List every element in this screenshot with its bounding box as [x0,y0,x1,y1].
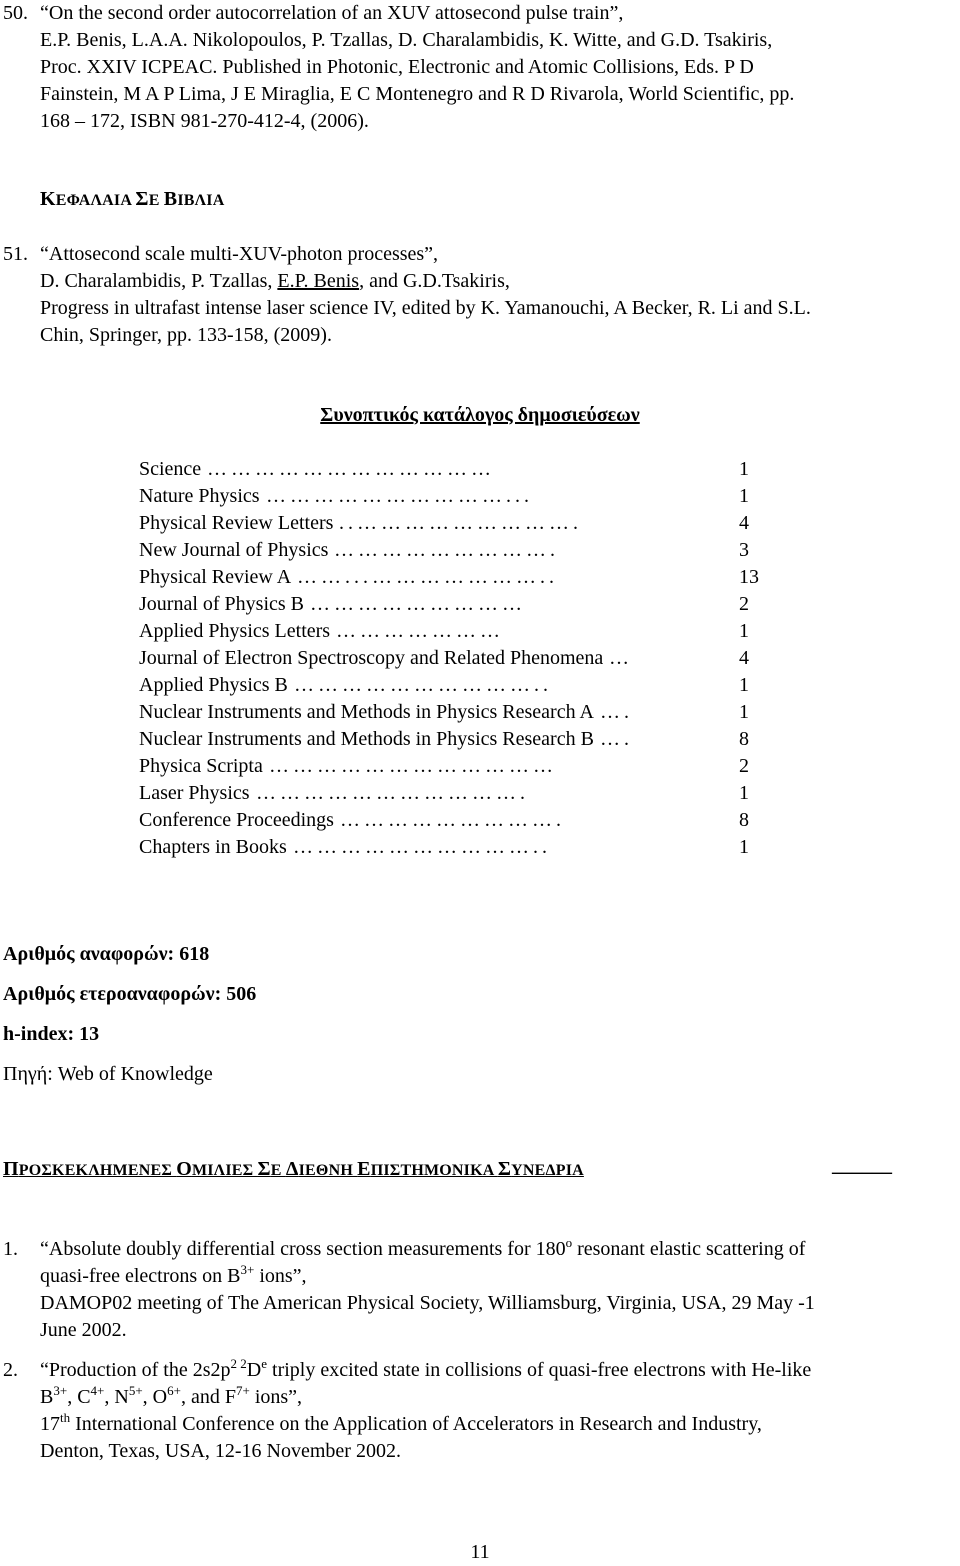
summary-row [139,456,779,483]
talk-1-venue-1: DAMOP02 meeting of The American Physical Society, Williamsburg, Virginia, USA, 29 May -1 [40,1292,815,1314]
talk-2-title-2: $B^{3+}$, $C^{4+}$, $N^{5+}$, $O^{6+}$, and $F^{7+}$ ions”, [40,1383,303,1408]
journal-name: New Journal of Physics [139,539,329,561]
ref-51-number: 51. [3,243,28,265]
invited-talks-heading: ΠΡΟΣΚΕΚΛΗΜΕΝΕΣ ΟΜΙΛΙΕΣ ΣΕ ΔΙΕΘΝΗ ΕΠΙΣΤΗΜΟΝΙΚΑ ΣΥΝΕΔΡΙΑ [3,1158,584,1180]
dot-leader: ……………………………… [269,755,557,777]
publication-count: 4 [739,647,749,669]
talk-2-venue-2: Denton, Texas, USA, 12-16 November 2002. [40,1440,401,1462]
publication-count: 8 [739,728,749,750]
summary-row [139,753,779,780]
dot-leader: ………………………. [340,809,565,831]
metrics-source: Πηγή: Web of Knowledge [3,1063,213,1085]
talk-1-title-2: quasi-free electrons on $B^{3+}$ ions”, [40,1262,307,1287]
ref-50-source-2: Fainstein, M A P Lima, J E Miraglia, E C Montenegro and R D Rivarola, World Scientific, pp. [40,83,795,105]
journal-name: Science [139,458,202,480]
ref-50-source-1: Proc. XXIV ICPEAC. Published in Photonic, Electronic and Atomic Collisions, Eds. P D [40,56,754,78]
journal-name: Journal of Electron Spectroscopy and Related Phenomena [139,647,604,669]
dot-leader: ………………… [336,620,504,642]
journal-name: Laser Physics [139,782,250,804]
ref-51-source-2: Chin, Springer, pp. 133-158, (2009). [40,324,332,346]
talk-1-venue-2: June 2002. [40,1319,127,1341]
dot-leader: …. [600,728,633,750]
page-number: 11 [470,1541,490,1563]
heading-underline-trail: ______ [832,1154,892,1176]
journal-name: Physica Scripta [139,755,263,777]
journal-name: Conference Proceedings [139,809,334,831]
publication-count: 4 [739,512,749,534]
dot-leader: …. [600,701,633,723]
talk-2-number: 2. [3,1359,18,1381]
dot-leader: ……………………… [310,593,526,615]
dot-leader: ……...………………….. [297,566,558,588]
publication-count: 1 [739,620,749,642]
dot-leader: ………………………….. [294,674,552,696]
publication-count: 3 [739,539,749,561]
chapters-heading: ΚΕΦΑΛΑΙΑ ΣΕ ΒΙΒΛΙΑ [40,188,225,210]
citations-metric: Αριθμός αναφορών: 618 [3,943,210,965]
summary-row [139,618,779,645]
publication-count: 1 [739,782,749,804]
summary-row [139,672,779,699]
ref-51-title: “Attosecond scale multi-XUV-photon processes”, [40,243,439,265]
summary-title: Συνοπτικός κατάλογος δημοσιεύσεων [320,404,640,426]
journal-name: Physical Review Letters [139,512,334,534]
ref-51-authors: D. Charalambidis, P. Tzallas, E.P. Benis, and G.D.Tsakiris, [40,270,510,292]
ref-51-source-1: Progress in ultrafast intense laser science IV, edited by K. Yamanouchi, A Becker, R. Li and S.L. [40,297,811,319]
publication-count: 2 [739,755,749,777]
publication-count: 8 [739,809,749,831]
h-index-metric: h-index: 13 [3,1023,100,1045]
summary-row [139,483,779,510]
publication-count: 1 [739,674,749,696]
summary-row [139,726,779,753]
ref-50-source-3: 168 – 172, ISBN 981-270-412-4, (2006). [40,110,369,132]
journal-name: Nuclear Instruments and Methods in Physics Research B [139,728,594,750]
ref-50-authors: E.P. Benis, L.A.A. Nikolopoulos, P. Tzallas, D. Charalambidis, K. Witte, and G.D. Tsakiris, [40,29,773,51]
summary-row [139,564,779,591]
dot-leader: ………………………. [334,539,559,561]
summary-row [139,645,779,672]
journal-name: Nuclear Instruments and Methods in Physics Research A [139,701,594,723]
journal-name: Journal of Physics B [139,593,304,615]
journal-name: Chapters in Books [139,836,287,858]
publication-count: 1 [739,485,749,507]
highlighted-author: E.P. Benis [277,270,360,292]
talk-1-number: 1. [3,1238,18,1260]
summary-row [139,591,779,618]
talk-2-title-1: “Production of the $2s2p^{2 2}De$ triply excited state in collisions of quasi-free electrons with He-like [40,1356,812,1381]
summary-row [139,699,779,726]
journal-name: Physical Review A [139,566,292,588]
journal-name: Applied Physics B [139,674,288,696]
talk-1-title-1: “Absolute doubly differential cross section measurements for 180$^o$ resonant elastic scattering of [40,1235,806,1260]
ref-50-number: 50. [3,2,28,24]
dot-leader: ……………………………. [256,782,529,804]
summary-row [139,834,779,861]
hetero-citations-metric: Αριθμός ετεροαναφορών: 506 [3,983,257,1005]
dot-leader: ..………………………. [339,512,582,534]
publication-count: 1 [739,836,749,858]
publication-count: 13 [739,566,759,588]
journal-name: Applied Physics Letters [139,620,331,642]
dot-leader: ………………………….. [293,836,551,858]
dot-leader: …………………………... [266,485,533,507]
dot-leader: … [609,647,633,669]
summary-row [139,510,779,537]
ref-50-title: “On the second order autocorrelation of an XUV attosecond pulse train”, [40,2,624,24]
journal-name: Nature Physics [139,485,260,507]
talk-2-venue-1: 17th International Conference on the Application of Accelerators in Research and Industry, [40,1410,762,1435]
dot-leader: ……………………………… [207,458,495,480]
summary-row [139,780,779,807]
summary-row [139,537,779,564]
summary-row [139,807,779,834]
publication-count: 1 [739,458,749,480]
publication-count: 2 [739,593,749,615]
publication-count: 1 [739,701,749,723]
